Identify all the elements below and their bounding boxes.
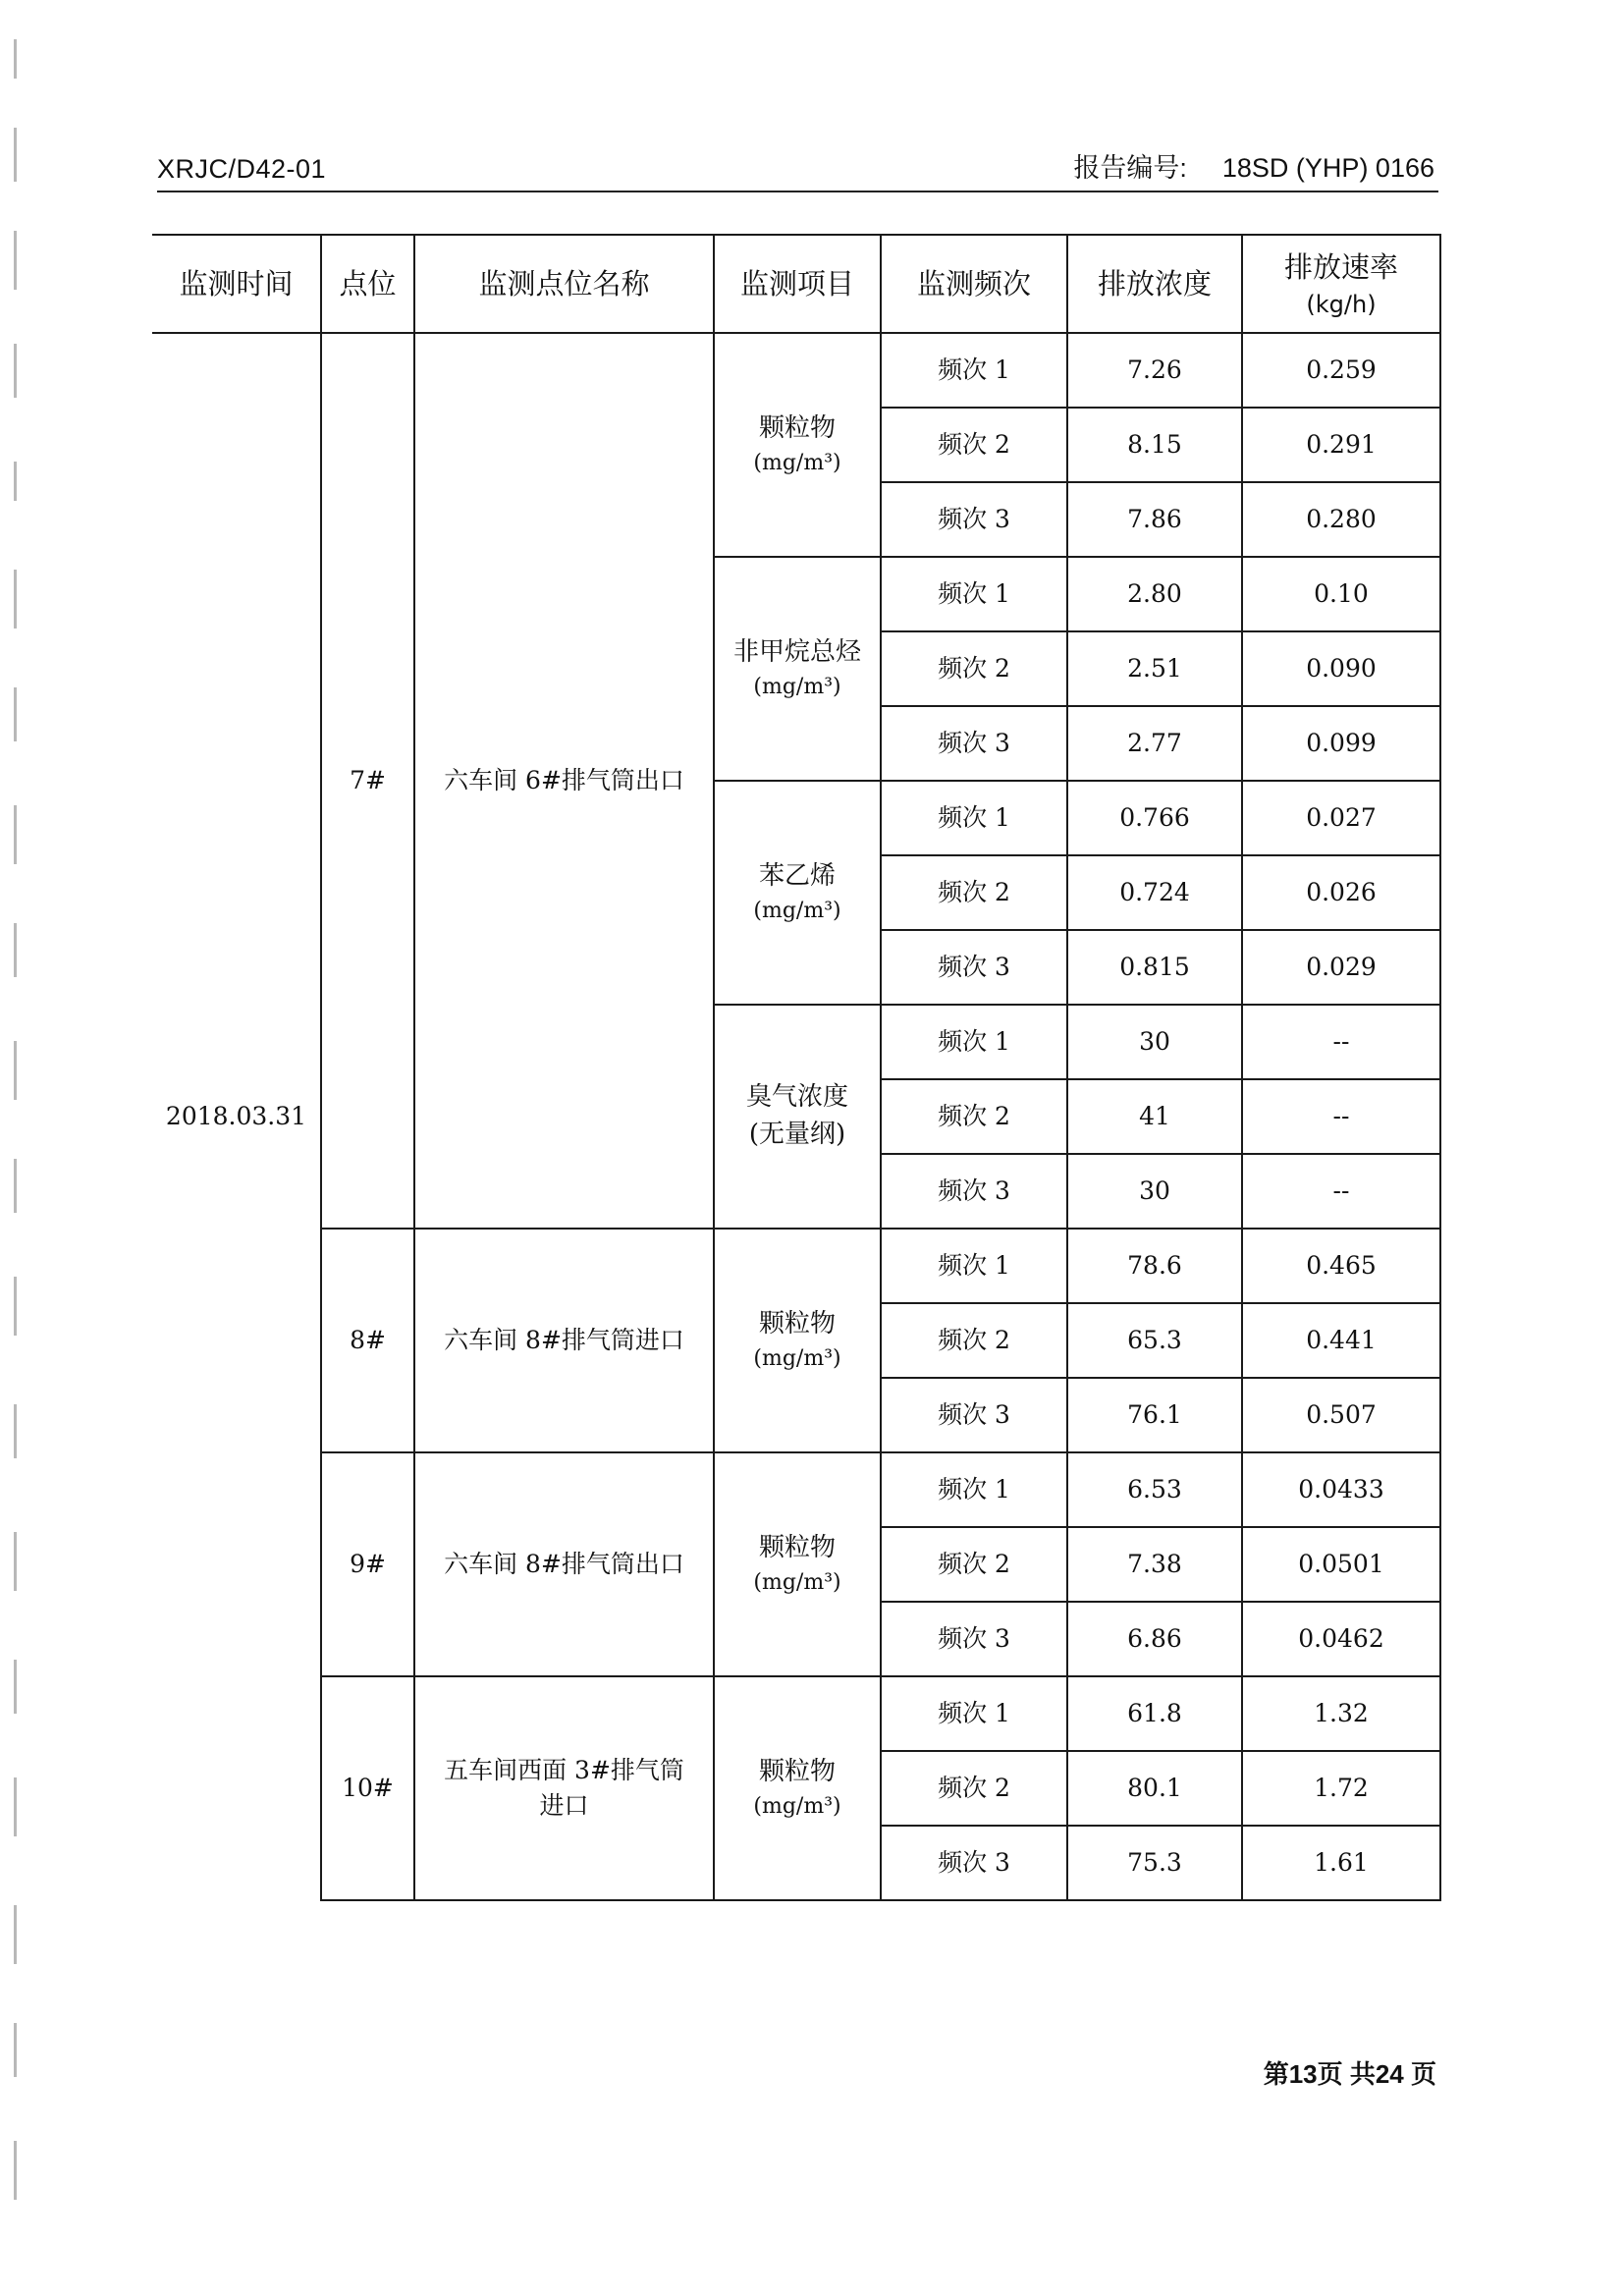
rate-cell: 1.61 (1242, 1826, 1440, 1900)
rate-cell: 0.027 (1242, 781, 1440, 855)
monitoring-item (714, 1676, 881, 1900)
item-name: 非甲烷总烃 (732, 637, 861, 668)
item-name: 苯乙烯 (758, 861, 836, 892)
col-header-rate (1242, 235, 1440, 333)
rate-cell: -- (1242, 1154, 1440, 1229)
col-header-item: 监测项目 (714, 235, 881, 333)
concentration-cell: 0.815 (1067, 930, 1242, 1005)
rate-cell: 1.72 (1242, 1751, 1440, 1826)
item-unit: (mg/m³) (753, 450, 841, 475)
report-number (1073, 146, 1434, 185)
frequency-cell: 频次 2 (881, 1079, 1067, 1154)
concentration-cell: 75.3 (1067, 1826, 1242, 1900)
concentration-cell: 7.86 (1067, 482, 1242, 557)
rate-header-label: 排放速率 (1283, 249, 1398, 284)
point-id: 8# (321, 1229, 414, 1452)
point-id: 7# (321, 333, 414, 1229)
rate-cell: 0.280 (1242, 482, 1440, 557)
scan-edge-mark (14, 1660, 17, 1714)
point-id: 10# (321, 1676, 414, 1900)
concentration-cell: 7.26 (1067, 333, 1242, 408)
rate-cell: 0.026 (1242, 855, 1440, 930)
scan-edge-mark (14, 128, 17, 182)
frequency-cell: 频次 1 (881, 1676, 1067, 1751)
monitoring-item (714, 557, 881, 781)
monitoring-item (714, 1229, 881, 1452)
concentration-cell: 2.77 (1067, 706, 1242, 781)
frequency-cell: 频次 2 (881, 1303, 1067, 1378)
monitoring-results-table (152, 234, 1441, 1901)
concentration-cell: 8.15 (1067, 408, 1242, 482)
rate-cell: 0.090 (1242, 631, 1440, 706)
frequency-cell: 频次 1 (881, 1452, 1067, 1527)
document-code: XRJC/D42-01 (157, 154, 327, 184)
concentration-cell: 0.766 (1067, 781, 1242, 855)
frequency-cell: 频次 1 (881, 781, 1067, 855)
frequency-cell: 频次 1 (881, 557, 1067, 631)
rate-cell: 0.441 (1242, 1303, 1440, 1378)
frequency-cell: 频次 2 (881, 1751, 1067, 1826)
scan-edge-mark (14, 1277, 17, 1336)
monitoring-item (714, 1452, 881, 1676)
item-name: 颗粒物 (758, 413, 836, 444)
concentration-cell: 2.80 (1067, 557, 1242, 631)
table-row (152, 1452, 1440, 1527)
scan-edge-mark (14, 923, 17, 977)
table-row (152, 1676, 1440, 1751)
col-header-point: 点位 (321, 235, 414, 333)
point-name: 六车间 8#排气筒出口 (414, 1452, 714, 1676)
monitoring-date: 2018.03.31 (152, 333, 321, 1900)
point-name: 五车间西面 3#排气筒进口 (414, 1676, 714, 1900)
item-unit: (无量纲) (748, 1120, 846, 1149)
scan-edge-mark (14, 231, 17, 290)
concentration-cell: 30 (1067, 1154, 1242, 1229)
concentration-cell: 7.38 (1067, 1527, 1242, 1602)
point-id: 9# (321, 1452, 414, 1676)
scan-edge-mark (14, 1532, 17, 1591)
rate-cell: 0.0462 (1242, 1602, 1440, 1676)
table-row (152, 333, 1440, 408)
item-name: 臭气浓度 (745, 1082, 848, 1113)
concentration-cell: 76.1 (1067, 1378, 1242, 1452)
concentration-cell: 65.3 (1067, 1303, 1242, 1378)
frequency-cell: 频次 1 (881, 1229, 1067, 1303)
frequency-cell: 频次 1 (881, 333, 1067, 408)
report-number-label: 报告编号: (1073, 153, 1187, 183)
frequency-cell: 频次 3 (881, 482, 1067, 557)
scan-edge-mark (14, 2141, 17, 2200)
col-header-point-name: 监测点位名称 (414, 235, 714, 333)
rate-cell: -- (1242, 1079, 1440, 1154)
rate-cell: 0.10 (1242, 557, 1440, 631)
item-name: 颗粒物 (758, 1757, 836, 1787)
scan-edge-mark (14, 1404, 17, 1458)
point-name: 六车间 8#排气筒进口 (414, 1229, 714, 1452)
scan-edge-mark (14, 570, 17, 629)
concentration-cell: 61.8 (1067, 1676, 1242, 1751)
monitoring-item (714, 333, 881, 557)
table-header-row (152, 235, 1440, 333)
item-name: 颗粒物 (758, 1533, 836, 1563)
scan-edge-mark (14, 805, 17, 864)
frequency-cell: 频次 1 (881, 1005, 1067, 1079)
monitoring-item (714, 1005, 881, 1229)
page-header (157, 147, 1438, 192)
scan-edge-mark (14, 687, 17, 741)
col-header-frequency: 监测频次 (881, 235, 1067, 333)
concentration-cell: 30 (1067, 1005, 1242, 1079)
scan-edge-mark (14, 1905, 17, 1964)
frequency-cell: 频次 3 (881, 706, 1067, 781)
item-unit: (mg/m³) (753, 898, 841, 923)
scan-edge-mark (14, 1777, 17, 1836)
frequency-cell: 频次 3 (881, 930, 1067, 1005)
frequency-cell: 频次 2 (881, 855, 1067, 930)
concentration-cell: 6.86 (1067, 1602, 1242, 1676)
concentration-cell: 0.724 (1067, 855, 1242, 930)
table-row (152, 1229, 1440, 1303)
frequency-cell: 频次 2 (881, 1527, 1067, 1602)
rate-cell: 0.099 (1242, 706, 1440, 781)
scan-edge-mark (14, 2023, 17, 2077)
rate-cell: 0.465 (1242, 1229, 1440, 1303)
frequency-cell: 频次 3 (881, 1602, 1067, 1676)
frequency-cell: 频次 3 (881, 1154, 1067, 1229)
rate-cell: 0.259 (1242, 333, 1440, 408)
rate-header-unit: (kg/h) (1306, 290, 1377, 318)
rate-cell: 0.029 (1242, 930, 1440, 1005)
frequency-cell: 频次 3 (881, 1378, 1067, 1452)
frequency-cell: 频次 3 (881, 1826, 1067, 1900)
scan-edge-mark (14, 39, 17, 79)
col-header-concentration: 排放浓度 (1067, 235, 1242, 333)
rate-cell: 1.32 (1242, 1676, 1440, 1751)
concentration-cell: 41 (1067, 1079, 1242, 1154)
concentration-cell: 2.51 (1067, 631, 1242, 706)
item-unit: (mg/m³) (753, 1569, 841, 1595)
col-header-time: 监测时间 (152, 235, 321, 333)
rate-cell: -- (1242, 1005, 1440, 1079)
item-name: 颗粒物 (758, 1309, 836, 1339)
point-name: 六车间 6#排气筒出口 (414, 333, 714, 1229)
report-number-value: 18SD (YHP) 0166 (1221, 153, 1434, 183)
concentration-cell: 80.1 (1067, 1751, 1242, 1826)
scan-edge-mark (14, 1041, 17, 1100)
concentration-cell: 78.6 (1067, 1229, 1242, 1303)
scan-edge-mark (14, 344, 17, 398)
rate-cell: 0.0433 (1242, 1452, 1440, 1527)
scan-edge-mark (14, 1159, 17, 1213)
frequency-cell: 频次 2 (881, 408, 1067, 482)
scan-edge-mark (14, 462, 17, 501)
item-unit: (mg/m³) (753, 674, 841, 699)
rate-cell: 0.0501 (1242, 1527, 1440, 1602)
item-unit: (mg/m³) (753, 1345, 841, 1371)
concentration-cell: 6.53 (1067, 1452, 1242, 1527)
rate-cell: 0.507 (1242, 1378, 1440, 1452)
monitoring-item (714, 781, 881, 1005)
item-unit: (mg/m³) (753, 1793, 841, 1819)
page-number: 第13页 共24 页 (1263, 2059, 1436, 2089)
rate-cell: 0.291 (1242, 408, 1440, 482)
frequency-cell: 频次 2 (881, 631, 1067, 706)
